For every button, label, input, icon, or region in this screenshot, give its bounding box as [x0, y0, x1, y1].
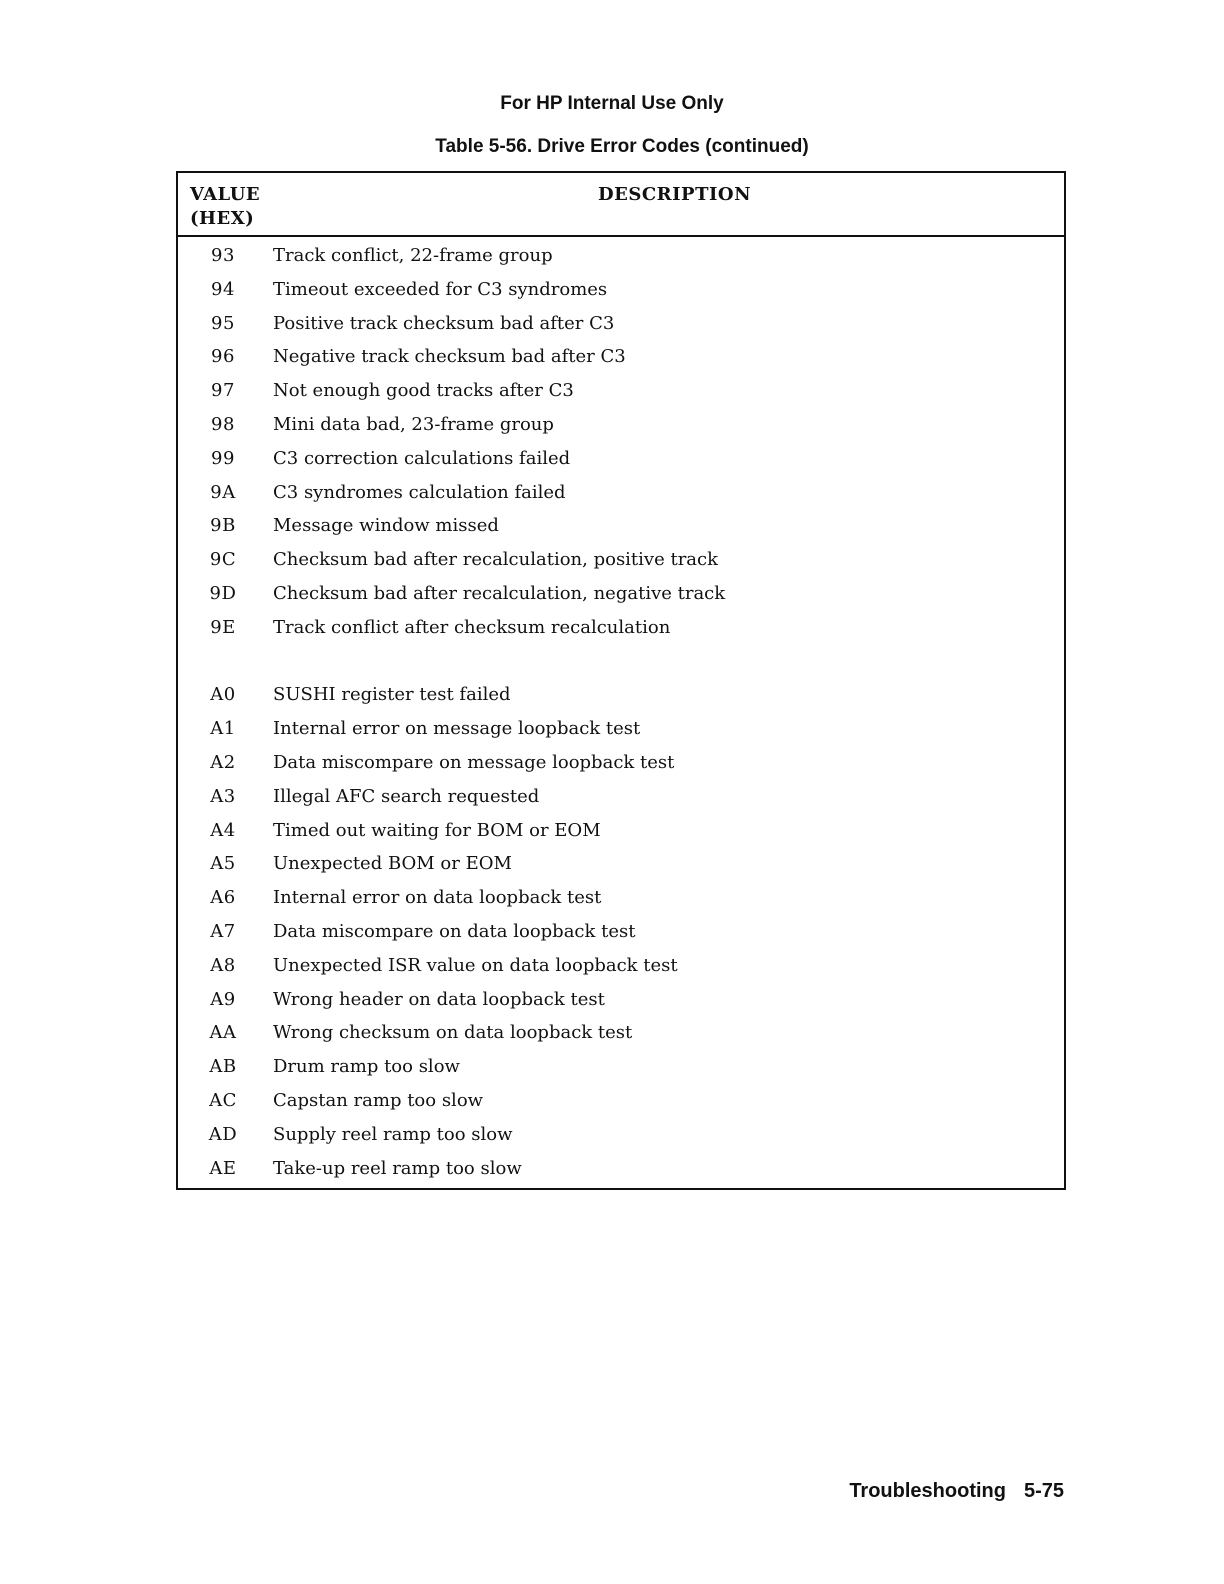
error-code: A6	[210, 887, 236, 909]
error-description: Message window missed	[273, 515, 499, 537]
error-description: Internal error on message loopback test	[273, 718, 641, 740]
error-description: C3 syndromes calculation failed	[273, 481, 566, 503]
error-description: Wrong header on data loopback test	[273, 988, 605, 1010]
error-code: A7	[210, 920, 236, 942]
table-row	[178, 543, 1064, 577]
error-description: Track conflict, 22-frame group	[273, 245, 553, 266]
table-row	[178, 611, 1064, 645]
table-row	[178, 1050, 1064, 1084]
error-description: Track conflict after checksum recalculation	[273, 616, 671, 638]
error-description: Take-up reel ramp too slow	[273, 1157, 522, 1179]
table-row	[178, 340, 1064, 374]
error-code: 9A	[210, 481, 236, 503]
footer-section: Troubleshooting	[849, 1480, 1006, 1502]
error-description: C3 correction calculations failed	[273, 447, 571, 469]
table-row	[178, 847, 1064, 881]
error-codes-table	[176, 171, 1066, 1190]
error-code: 96	[211, 346, 235, 368]
error-code: A3	[210, 785, 236, 807]
error-code: 93	[211, 245, 235, 266]
error-code: AD	[208, 1123, 238, 1145]
error-description: Unexpected ISR value on data loopback test	[273, 954, 678, 976]
error-description: Data miscompare on message loopback test	[273, 751, 675, 773]
error-description: SUSHI register test failed	[273, 684, 511, 706]
table-row	[178, 1118, 1064, 1152]
error-code: 9C	[209, 549, 237, 571]
table-row	[178, 273, 1064, 307]
error-code: AE	[209, 1157, 237, 1179]
table-row	[178, 915, 1064, 949]
table-row	[178, 1016, 1064, 1050]
error-code: 95	[211, 312, 235, 334]
error-code: A4	[210, 819, 236, 841]
page-footer	[849, 1478, 1064, 1504]
table-row	[178, 746, 1064, 780]
error-description: Positive track checksum bad after C3	[273, 312, 615, 334]
error-code: 9B	[210, 515, 236, 537]
error-description: Mini data bad, 23-frame group	[273, 413, 554, 435]
table-row	[178, 239, 1064, 273]
error-description: Illegal AFC search requested	[273, 785, 540, 807]
error-description: Timed out waiting for BOM or EOM	[273, 819, 601, 841]
table-row	[178, 1084, 1064, 1118]
table-row	[178, 780, 1064, 814]
table-row	[178, 949, 1064, 983]
error-code: 97	[211, 380, 235, 402]
table-row	[178, 476, 1064, 510]
group-spacer	[178, 645, 1064, 679]
table-row	[178, 678, 1064, 712]
error-description: Checksum bad after recalculation, negative track	[273, 582, 726, 604]
table-row	[178, 983, 1064, 1017]
error-description: Supply reel ramp too slow	[273, 1123, 513, 1145]
table-row	[178, 408, 1064, 442]
error-code: AC	[209, 1089, 237, 1111]
error-description: Wrong checksum on data loopback test	[273, 1022, 633, 1044]
error-code: 94	[211, 278, 235, 300]
table-row	[178, 814, 1064, 848]
table-row	[178, 374, 1064, 408]
error-description: Negative track checksum bad after C3	[273, 346, 626, 368]
error-code: 9D	[209, 582, 237, 604]
error-description: Internal error on data loopback test	[273, 887, 602, 909]
error-description: Unexpected BOM or EOM	[273, 853, 512, 875]
table-row	[178, 1152, 1064, 1186]
error-description: Data miscompare on data loopback test	[273, 920, 636, 942]
error-code: A8	[210, 954, 236, 976]
error-code: A9	[210, 988, 236, 1010]
description-column-header: DESCRIPTION	[598, 184, 752, 205]
table-title: Table 5-56. Drive Error Codes (continued)	[435, 136, 809, 157]
table-row	[178, 509, 1064, 543]
table-row	[178, 442, 1064, 476]
table-row	[178, 577, 1064, 611]
error-description: Checksum bad after recalculation, positive track	[273, 549, 719, 571]
internal-use-banner: For HP Internal Use Only	[500, 93, 724, 114]
error-description: Drum ramp too slow	[273, 1056, 460, 1078]
table-row	[178, 307, 1064, 341]
error-code: A1	[210, 718, 236, 740]
error-code: 98	[211, 413, 235, 435]
error-code: 9E	[210, 616, 236, 638]
error-code: AB	[209, 1056, 237, 1078]
value-column-header: VALUE (HEX)	[190, 184, 261, 229]
error-code: A0	[210, 684, 236, 706]
error-description: Not enough good tracks after C3	[273, 380, 574, 402]
page-number: 5-75	[1023, 1480, 1064, 1502]
error-description: Timeout exceeded for C3 syndromes	[273, 278, 608, 300]
error-code: A2	[210, 751, 236, 773]
error-code: AA	[209, 1022, 237, 1044]
error-code: 99	[211, 447, 235, 469]
table-row	[178, 881, 1064, 915]
table-header	[178, 173, 1064, 237]
error-description: Capstan ramp too slow	[273, 1089, 484, 1111]
error-code: A5	[210, 853, 236, 875]
table-body	[178, 239, 1064, 1185]
table-row	[178, 712, 1064, 746]
